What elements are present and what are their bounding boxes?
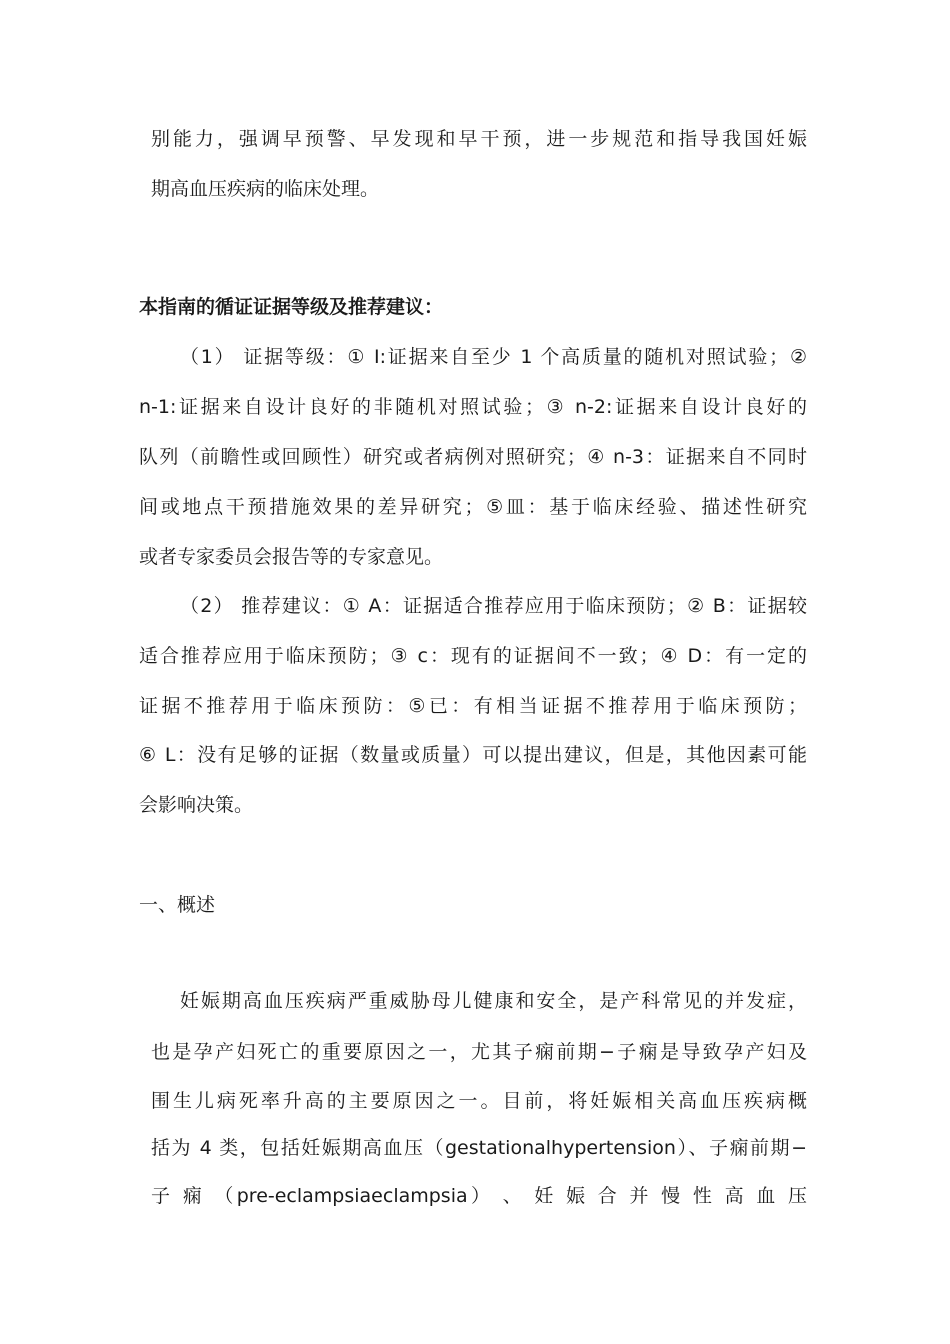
- evidence-heading: 本指南的循证证据等级及推荐建议：: [139, 296, 444, 318]
- grade-line-2: n-1:证据来自设计良好的非随机对照试验；③ n-2:证据来自设计良好的: [139, 396, 807, 418]
- recommend-line-4: ⑥ L：没有足够的证据（数量或质量）可以提出建议，但是，其他因素可能: [139, 744, 807, 766]
- intro-line-1: 别能力，强调早预警、早发现和早干预，进一步规范和指导我国妊娠: [151, 128, 807, 150]
- grade-line-1: （1） 证据等级：① I:证据来自至少 1 个高质量的随机对照试验；②: [180, 346, 807, 368]
- recommend-line-5: 会影响决策。: [139, 794, 254, 816]
- recommend-line-2: 适合推荐应用于临床预防；③ c：现有的证据间不一致；④ D：有一定的: [139, 645, 807, 667]
- overview-line-2: 也是孕产妇死亡的重要原因之一，尤其子痫前期−子痫是导致孕产妇及: [151, 1041, 807, 1063]
- overview-line-5: 子 痫 （pre-eclampsiaeclampsia） 、 妊 娠 合 并 慢 性 高 血 压: [151, 1185, 807, 1207]
- overview-line-4: 括为 4 类，包括妊娠期高血压（gestationalhypertension）、子痫前期−: [151, 1137, 807, 1159]
- grade-line-3: 队列（前瞻性或回顾性）研究或者病例对照研究；④ n-3：证据来自不同时: [139, 446, 807, 468]
- recommend-line-3: 证据不推荐用于临床预防：⑤已：有相当证据不推荐用于临床预防；: [139, 695, 807, 717]
- grade-line-4: 间或地点干预措施效果的差异研究；⑤皿：基于临床经验、描述性研究: [139, 496, 807, 518]
- overview-line-1: 妊娠期高血压疾病严重威胁母儿健康和安全，是产科常见的并发症，: [180, 990, 807, 1012]
- grade-line-5: 或者专家委员会报告等的专家意见。: [139, 546, 444, 568]
- intro-line-2: 期高血压疾病的临床处理。: [151, 178, 380, 200]
- overview-line-3: 围生儿病死率升高的主要原因之一。目前，将妊娠相关高血压疾病概: [151, 1090, 807, 1112]
- recommend-line-1: （2） 推荐建议：① A：证据适合推荐应用于临床预防；② B：证据较: [180, 595, 807, 617]
- overview-heading: 一、概述: [139, 894, 216, 916]
